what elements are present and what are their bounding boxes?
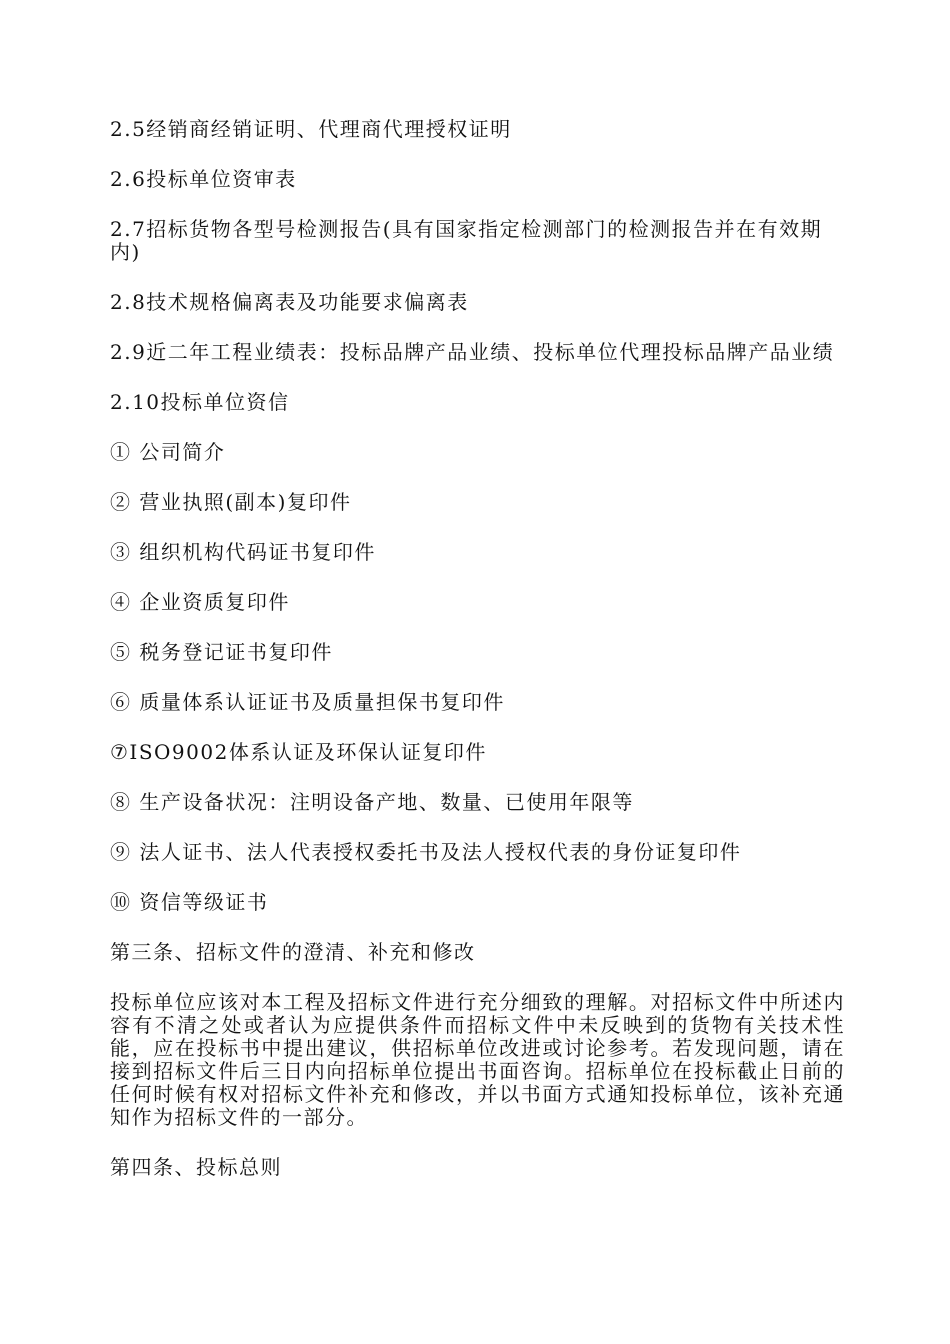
list-item-2: ② 营业执照(副本)复印件 xyxy=(110,490,352,514)
list-item-8: ⑧ 生产设备状况：注明设备产地、数量、已使用年限等 xyxy=(110,790,634,814)
list-item-7: ⑦ISO9002体系认证及环保认证复印件 xyxy=(110,740,487,764)
paragraph-2-5: 2.5经销商经销证明、代理商代理授权证明 xyxy=(110,117,512,141)
paragraph-2-8: 2.8技术规格偏离表及功能要求偏离表 xyxy=(110,290,469,314)
section-heading-3: 第三条、招标文件的澄清、补充和修改 xyxy=(110,940,476,964)
body-paragraph-clarification: 投标单位应该对本工程及招标文件进行充分细致的理解。对招标文件中所述内容有不清之处或者认为应提供条件而招标文件中未反映到的货物有关技术性能，应在投标书中提出建议，供招标单位改进或讨论参考。若发现问题，请在接到招标文件后三日内向招标单位提出书面咨询。招标单位在投标截止日前的任何时候有权对招标文件补充和修改，并以书面方式通知投标单位，该补充通知作为招标文件的一部分。 xyxy=(110,990,845,1129)
section-heading-4: 第四条、投标总则 xyxy=(110,1155,282,1179)
list-item-4: ④ 企业资质复印件 xyxy=(110,590,290,614)
list-item-5: ⑤ 税务登记证书复印件 xyxy=(110,640,333,664)
paragraph-2-9: 2.9近二年工程业绩表：投标品牌产品业绩、投标单位代理投标品牌产品业绩 xyxy=(110,340,835,364)
list-item-9: ⑨ 法人证书、法人代表授权委托书及法人授权代表的身份证复印件 xyxy=(110,840,742,864)
paragraph-2-10: 2.10投标单位资信 xyxy=(110,390,290,414)
paragraph-2-6: 2.6投标单位资审表 xyxy=(110,167,297,191)
document-page xyxy=(110,118,845,1206)
list-item-1: ① 公司简介 xyxy=(110,440,226,464)
list-item-6: ⑥ 质量体系认证证书及质量担保书复印件 xyxy=(110,690,505,714)
list-item-3: ③ 组织机构代码证书复印件 xyxy=(110,540,376,564)
paragraph-2-7: 2.7招标货物各型号检测报告(具有国家指定检测部门的检测报告并在有效期内) xyxy=(110,217,823,264)
list-item-10: ⑩ 资信等级证书 xyxy=(110,890,269,914)
